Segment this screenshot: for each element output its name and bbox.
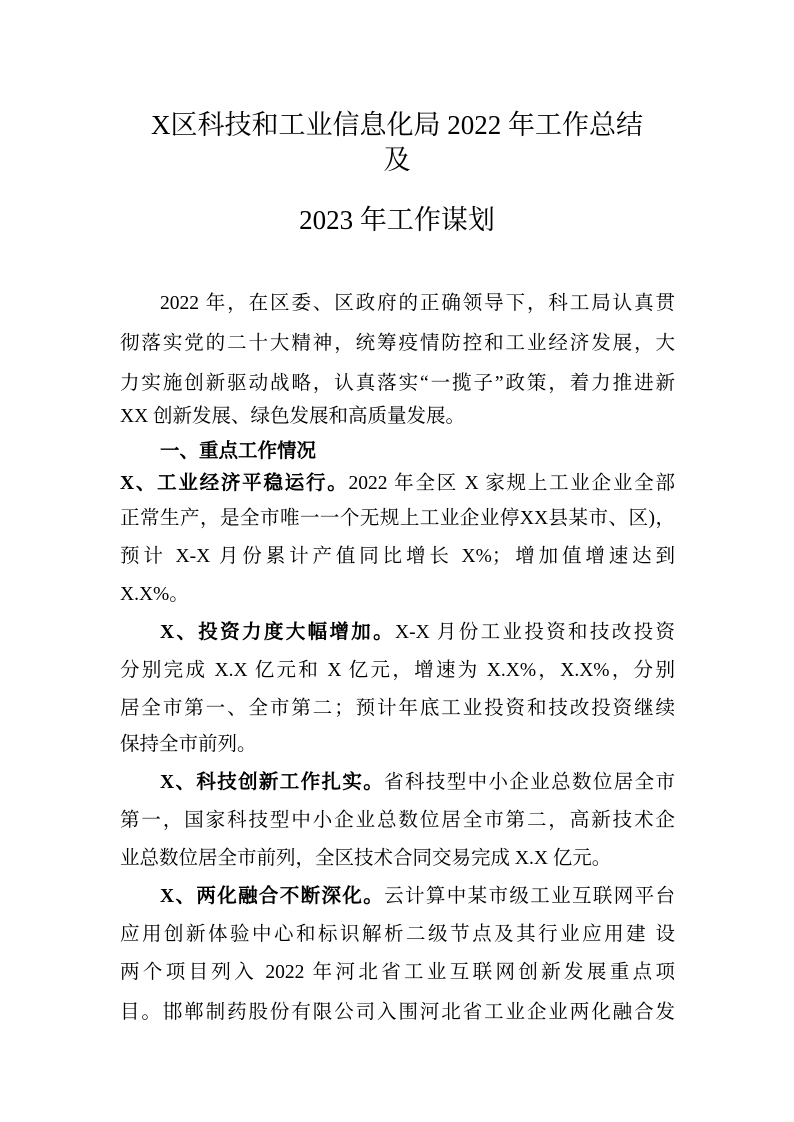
item-line: 正常生产，是全市唯一一个无规上工业企业停XX县某市、区)， — [120, 508, 675, 529]
item-text: 2022 年全区 X 家规上工业企业全部 — [348, 473, 675, 494]
item-line: 预计 X-X 月份累计产值同比增长 X%；增加值增速达到 — [120, 546, 675, 567]
intro-line: 力实施创新驱动战略，认真落实“一揽子”政策，着力推进新 — [120, 373, 675, 394]
item-line: 第一，国家科技型中小企业总数位居全市第二，高新技术企 — [120, 810, 675, 831]
item-lead: X、两化融合不断深化。 — [160, 886, 385, 907]
item-line: 居全市第一、全市第二；预计年底工业投资和技改投资继续 — [120, 698, 675, 719]
item-line: X.X%。 — [120, 584, 189, 605]
item-lead: X、科技创新工作扎实。 — [160, 772, 385, 793]
item-line: 应用创新体验中心和标识解析二级节点及其行业应用建 设 — [120, 924, 675, 945]
intro-line: 2022 年，在区委、区政府的正确领导下，科工局认真贯 — [160, 293, 675, 314]
document-title-line-1: X区科技和工业信息化局 2022 年工作总结 — [151, 110, 643, 140]
item-first-line — [160, 884, 675, 910]
item-first-line — [120, 471, 675, 497]
item-text: 省科技型中小企业总数位居全市 — [384, 772, 675, 793]
item-line: 保持全市前列。 — [120, 734, 257, 755]
item-lead: X、工业经济平稳运行。 — [120, 473, 349, 494]
item-first-line — [160, 770, 675, 796]
intro-line: XX 创新发展、绿色发展和高质量发展。 — [120, 406, 466, 427]
item-line: 目。邯郸制药股份有限公司入围河北省工业企业两化融合发 — [120, 1002, 675, 1023]
document-title-line-2: 及 — [383, 145, 411, 175]
item-line: 两个项目列入 2022 年河北省工业互联网创新发展重点项 — [120, 962, 675, 983]
intro-line: 彻落实党的二十大精神，统筹疫情防控和工业经济发展，大 — [120, 333, 675, 354]
item-first-line — [160, 620, 675, 646]
document-title-line-3: 2023 年工作谋划 — [299, 205, 495, 235]
item-text: X-X 月份工业投资和技改投资 — [395, 622, 675, 643]
item-line: 业总数位居全市前列，全区技术合同交易完成 X.X 亿元。 — [120, 848, 612, 869]
item-text: 云计算中某市级工业互联网平台 — [384, 886, 675, 907]
item-lead: X、投资力度大幅增加。 — [160, 622, 396, 643]
item-line: 分别完成 X.X 亿元和 X 亿元，增速为 X.X%，X.X%，分别 — [120, 660, 675, 681]
section-heading: 一、重点工作情况 — [160, 441, 317, 462]
